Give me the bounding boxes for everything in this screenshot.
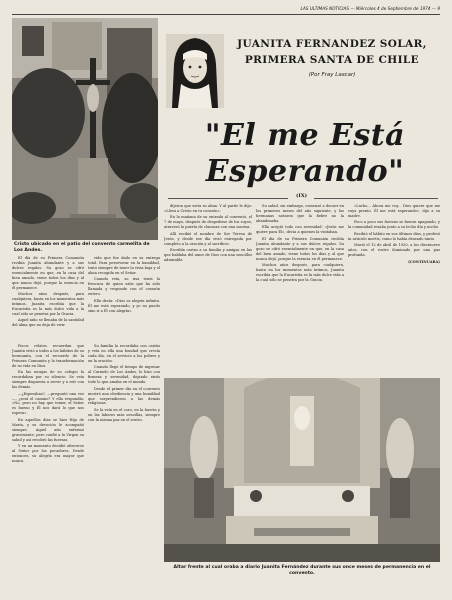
paragraph: Ella decía: «Dios es alegría infinita. Él me está esperando, y yo no puedo sino ir a Él con alegría».	[88, 298, 160, 313]
paragraph: Ella aceptó todo con serenidad: «Jesús me quiere para Él», decía a quienes la visitaban.	[256, 225, 344, 235]
paragraph: Recibió el hábito en sus últimos días, y profesó in articulo mortis, como lo había deseado tanto.	[348, 231, 440, 241]
top-photo-caption: Cristo ubicado en el patio del convento carmelita de Los Andes.	[14, 242, 150, 253]
altar-photo-graphic	[164, 378, 440, 562]
running-head: LAS ULTIMAS NOTICIAS — Miércoles 4 de Septiembre de 1974 — 9	[12, 4, 440, 15]
headline-rule-right	[314, 198, 438, 199]
paragraph: Su salud, sin embargo, comenzó a decaer en los primeros meses del año siguiente, y las hermanas notaron que la fiebre no la abandonaba.	[256, 204, 344, 223]
paragraph: dijeron que sería su alma. Y al partir le dijo: «Lleva a Cristo en tu corazón».	[164, 204, 252, 213]
paragraph: En aquellos días se hizo Hija de María, y su devoción le acompañó siempre. Aquel año enfermó gravemente, pero confió a la Virgen su salud y así recobró las fuerzas.	[12, 417, 84, 442]
paragraph: «Lucho... Ahora me voy... Dios quiere que me vaya pronto. Él me está esperando», dijo a su madre.	[348, 204, 440, 218]
paragraph: vida que fue dado en su entrega total. Para perseverar en la humildad, trató siempre de tener la vista baja y el alma recogida en el Señor.	[88, 256, 160, 275]
paragraph: Desde el primer día en el convento mostró una obediencia y una humildad que sorprendieron a las demás religiosas.	[88, 386, 160, 406]
courtyard-crucifix-photo	[12, 18, 158, 240]
column-4	[256, 204, 344, 374]
altar-photo	[164, 378, 440, 562]
continuation-note: (CONTINUARA)	[408, 259, 440, 264]
paragraph: Cuando reía, su risa tenía la frescura de quien sabe que ha sido llamada y responde con el corazón entero.	[88, 277, 160, 297]
column-2-top	[88, 256, 160, 340]
paragraph: En la mañana de su entrada al convento, el 7 de mayo, después de despedirse de los suyos, atravesó la puerta de clausura con una sonrisa.	[164, 215, 252, 230]
paragraph: Su familia la recordaba con cariño y veía en ella una bondad que crecía cada día, en el servicio a los pobres y en la oración.	[88, 344, 160, 363]
courtyard-photo-graphic	[12, 18, 158, 240]
paragraph: El día de su Primera Comunión recibía Juanita abundante y a sus dulces regalos. Su gozo se cifró esencialmente en que, en la casa del bien amado, viene todos los días y al que nunca dejó, porque la esencia en él permanece.	[256, 236, 344, 261]
paragraph: Pocos relatos recuerdan que Juanita vivió a todos a los hábitos de su hermanita, con el recuerdo de la Primera Comunión y la transformación de su vida en Dios.	[12, 344, 84, 368]
paragraph: Muchos años después, para cualquiera, hasta en los momentos más íntimos, Juanita escribía que la Eucaristía es la más dulce vida a la cual sólo se penetra por la Gracia.	[12, 292, 84, 316]
headline-rule	[168, 198, 288, 199]
paragraph: Murió el 12 de abril de 1920, a los diecinueve años, con el rostro iluminado por una paz profunda.	[348, 243, 440, 258]
paragraph: Cuando llegó el tiempo de ingresar al Carmelo de Los Andes, lo hizo con firmeza y serenidad, dejando atrás todo lo que amaba en el mundo.	[88, 365, 160, 385]
paragraph: Aquel niño se llenaba de la santidad del alma que no deja de vivir.	[12, 318, 84, 328]
article-title-block	[226, 36, 438, 106]
column-2-bottom	[88, 344, 160, 596]
headline	[170, 118, 440, 200]
column-1-bottom	[12, 344, 84, 596]
paragraph: Allí recibió el nombre de Sor Teresa de Jesús, y desde ese día vivió entregada por completo a la oración y al sacrificio.	[164, 231, 252, 246]
nun-portrait-graphic	[166, 34, 224, 108]
portrait-photo	[166, 34, 224, 108]
paragraph: —¿Esperabas?, —preguntó una vez—, ¿será el camino? Y ella respondía: «No, pero no hay que temer, el Señor es bueno y Él nos dará lo que nos espera».	[12, 391, 84, 416]
paragraph: En las monjas de su colegio la recordaban por su silencio. Se veía siempre dispuesta a servir y a reír con las demás.	[12, 370, 84, 390]
paragraph: El día de su Primera Comunión recibía Juanita abundante y a sus dulces regalos. Su gozo se cifró esencialmente en que, en la casa del bien amado, viene todos los días y al que nunca dejó, porque la esencia en él permanece.	[12, 256, 84, 290]
paragraph: Poco a poco sus fuerzas se fueron apagando, y la comunidad rezaba junto a su lecho día y noche.	[348, 220, 440, 230]
headline-line2: Esperando"	[205, 154, 405, 189]
bottom-photo-caption: Altar frente al cual oraba a diario Juanita Fernández durante sus once meses de permanencia en el convento.	[173, 565, 431, 576]
paragraph: Escribía cartas a su familia y amigas en las que hablaba del amor de Dios con una sencillez admirable.	[164, 248, 252, 263]
column-1-top	[12, 256, 84, 340]
paragraph: Muchos años después, para cualquiera, hasta en los momentos más íntimos, Juanita escribía que la Eucaristía es la más dulce vida a la cual sólo se penetra por la Gracia.	[256, 262, 344, 282]
article-title-line1: JUANITA FERNANDEZ SOLAR,	[237, 38, 427, 50]
column-3	[164, 204, 252, 374]
headline-line1: "El me Está	[204, 118, 406, 153]
column-5	[348, 204, 440, 374]
paragraph: Y en un momento decidió ofrecerse al Señor por los pecadores. Desde entonces, su alegría era mayor que nunca.	[12, 444, 84, 463]
paragraph: Se la veía en el coro, en la huerta y en las labores más sencillas, siempre con la misma paz en el rostro.	[88, 407, 160, 422]
article-byline: (Por Fray Lascar)	[308, 72, 356, 78]
part-number: (IX)	[296, 193, 307, 199]
article-title-line2: PRIMERA SANTA DE CHILE	[244, 54, 420, 66]
